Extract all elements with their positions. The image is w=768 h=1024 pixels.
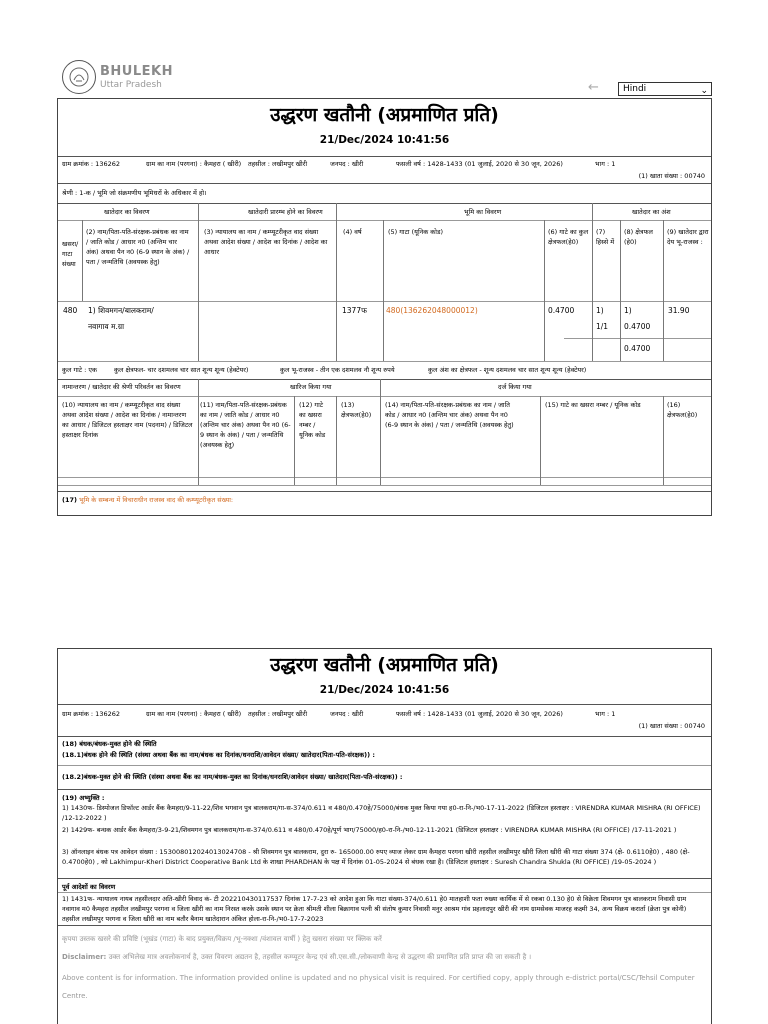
col-header-16: (16) क्षेत्रफल(हे0) bbox=[667, 401, 698, 419]
row-gata-number: 480 bbox=[63, 306, 78, 315]
group-header-share: खातेदार का अंश bbox=[632, 208, 671, 216]
language-select[interactable] bbox=[618, 82, 712, 96]
prior-order-1: 1) 1431फ- न्यायालय नायब तहसीलदार अति-खीरी विवाद कं- टी 202210430117537 दिनांक 17-7-23 को आदेश हुआ कि गाटा संख्या-374/0.611 हे0 मातहाशी फता रुख्या कार्यिक में से रकबा 0.130 हे0 से विक्रेता शिवमगन पुत्र बालकराम निवासी ग्राम नवागाव म0 कैमहरा तहसील लखीमपुर परगना व जिला खीरी का नाम निरस्त करके उसके स्थान पर क्रेता श्रीमती शीला बिक्रागाव पत्नी श्री संतोष कुमार निवासी मनुर आश्रम गांव प्रहलादपुर खीरी की नाम ग्रामसेवक माजरह कक्ष्मी 34, अन्य विक्रय करार्ता (क्रेता पुत्र कोनी) तहसील लखीमपुर परगना व जिला खीरी का नाम बतौर बैनाम खातेदारान अंकित होला-रा-नि-/भ0-17-7-2023 bbox=[62, 895, 687, 923]
remark-3: 3) ऑनलाइन बंधक पत्र आवेदन संख्या : 153008012024013024708 - श्री शिवमगन पुत्र बालकराम, दुरा रु- 165000.00 रुपए व्याज लेकर ग्राम कैमहरा परगना खीरी तहसील लखीमपुर खीरी जिला खीरी की गाटा संख्या 374 (क्षे- 0.6110हे0) , 480 (क्षे- 0.4700हे0) , को Lakhimpur-Kheri District Cooperative Bank Ltd के शाखा PHARDHAN के पक्ष में दिनांक 01-05-2024 से बंधक रखा है। (डिजिटल हस्ताक्षर : Suresh Chandra Shukla (RI OFFICE) /19-05-2024 ) bbox=[62, 848, 690, 866]
disclaimer bbox=[62, 950, 702, 965]
col-header-12: (12) गाटे का खसरा नम्बर / यूनिक कोड bbox=[299, 401, 326, 439]
group-header-land: भूमि का विवरण bbox=[464, 208, 502, 216]
col-header-15: (15) गाटे का खसरा नम्बर / यूनिक कोड bbox=[545, 401, 641, 409]
remark-2: 2) 1429फ- बन्धक आर्डर बैंक कैमहरा/3-9-21/शिवमगन पुत्र बालकराम/गा-स-374/0.611 व 480/0.470हे/पूर्ण भाग/75000/ह0-रा-नि-/भ0-12-11-2021 (डिजिटल हस्ताक्षर : VIRENDRA KUMAR MISHRA (RI OFFICE) /17-11-2021 ) bbox=[62, 826, 677, 834]
brand-name: BHULEKH bbox=[100, 64, 173, 79]
village-name: ग्राम का नाम (परगना) : कैमहरा ( खीरी) bbox=[146, 160, 242, 168]
bhulekh-logo bbox=[62, 60, 96, 94]
total-revenue: कुल भू-राजस्व - तीन एक दशमलव नौ शून्य रुपये bbox=[280, 366, 395, 374]
doc-datetime-2: 21/Dec/2024 10:41:56 bbox=[319, 684, 450, 696]
remark-1: 1) 1430फ- डिस्पोजल डिफॉल्ट आर्डर बैंक कैमहरा/9-11-22/शिव भगवान पुत्र बालकराम/गा-स-374/0.611 व 480/0.470हे/75000/बंधक मुक्त किया गया ह0-रा-नि-/भ0-17-11-2022 (डिजिटल हस्ताक्षर : VIRENDRA KUMAR MISHRA (RI OFFICE) /12-12-2022 ) bbox=[62, 804, 701, 822]
row-total-area: 0.4700 bbox=[548, 306, 575, 315]
row-revenue: 31.90 bbox=[668, 306, 690, 315]
fasli-year: फसली वर्ष : 1428-1433 (01 जुलाई, 2020 से 30 जून, 2026) bbox=[396, 160, 563, 168]
language-selected: Hindi bbox=[623, 84, 647, 94]
part-2: भाग : 1 bbox=[595, 710, 616, 718]
group-header-origin: खातेदारी प्रारम्भ होने का विवरण bbox=[248, 208, 323, 216]
section-18-1: (18.1)बंधक होने की स्थिति (संस्था अथवा बैंक का नाम/बंधक का दिनांक/धनराशि/आवेदन संख्या/ खातेदार(पिता-पति-संरक्षक)) : bbox=[62, 751, 375, 759]
row-owner-name: 1) शिवमगन/बालकराम/ bbox=[88, 306, 154, 315]
doc-title: उद्धरण खतौनी (अप्रमाणित प्रति) bbox=[270, 104, 499, 126]
col-header-9: (9) खातेदार द्वारा देय भू-राजस्व : bbox=[667, 228, 709, 246]
note-17-text: भूमि के सम्बन्ध में विचाराधीन राजस्व वाद की कम्प्यूटरीकृत संख्या: bbox=[79, 496, 234, 504]
doc-datetime: 21/Dec/2024 10:41:56 bbox=[319, 134, 450, 146]
back-arrow-icon[interactable]: ← bbox=[588, 80, 599, 95]
khata-number-2: (1) खाता संख्या : 00740 bbox=[638, 722, 705, 730]
disclaimer-label: Disclaimer: bbox=[62, 953, 107, 961]
section-19-heading: (19) अभ्युक्ति : bbox=[62, 794, 105, 802]
section-18-2: (18.2)बंधक-मुक्त होने की स्थिति (संस्था अथवा बैंक का नाम/बंधक-मुक्त का दिनांक/धनराशि/आवेदन संख्या/ खातेदार(पिता-पति-संरक्षक)) : bbox=[62, 773, 403, 781]
total-gata: कुल गाटे : एक bbox=[62, 366, 97, 374]
group-header-removed: खारिज किया गया bbox=[290, 383, 332, 391]
row-area-2: 0.4700 bbox=[624, 322, 651, 331]
disclaimer-english: Above content is for information. The information provided online is updated and no physical visit is required. For certified copy, apply through e-district portal/CSC/Tehsil Computer Centre. bbox=[62, 974, 695, 1000]
col-header-4: (4) वर्ष bbox=[343, 228, 362, 236]
note-17-label: (17) bbox=[62, 496, 77, 504]
village-code: ग्राम क्रमांक : 136262 bbox=[62, 160, 120, 168]
row-gata-link[interactable]: 480(136262048000012) bbox=[386, 306, 478, 315]
emblem-icon bbox=[67, 65, 91, 89]
col-header-2: (2) नाम/पिता-पति-संरक्षक-प्रबंधक का नाम / जाति कोड / आधार न0 (अन्तिम चार अंक) अथवा पैन न0 (6-9 स्थान के अंक) / पता / जन्मतिथि (अवयस्क हेतु) bbox=[86, 228, 190, 266]
doc-title-2: उद्धरण खतौनी (अप्रमाणित प्रति) bbox=[270, 654, 499, 676]
col-header-14: (14) नाम/पिता-पति-संरक्षक-प्रबंधक का नाम / जाति कोड / आधार न0 (अन्तिम चार अंक) अथवा पैन न0 (6-9 स्थान के अंक) / पता / जन्मतिथि (अवयस्क हेतु) bbox=[385, 401, 514, 429]
prior-orders-heading: पूर्व आदेशों का विवरण bbox=[62, 883, 116, 891]
note-17 bbox=[62, 495, 233, 505]
fasli-year-2: फसली वर्ष : 1428-1433 (01 जुलाई, 2020 से 30 जून, 2026) bbox=[396, 710, 563, 718]
row-area-1: 1) bbox=[624, 306, 632, 315]
disclaimer-hindi: उक्त अभिलेख मात्र अवलोकनार्थ है, उक्त विवरण अद्यतन है, तहसील कम्प्यूटर केन्द्र एवं सी.एस.सी./लोकवाणी केन्द्र से उद्धरण की प्रमाणित प्रति प्राप्त की जा सकती है । bbox=[108, 953, 532, 961]
tehsil-2: तहसील : लखीमपुर खीरी bbox=[248, 710, 308, 718]
khatauni-page-1 bbox=[57, 98, 712, 516]
village-code-2: ग्राम क्रमांक : 136262 bbox=[62, 710, 120, 718]
col-header-5: (5) गाटा (यूनिक कोड) bbox=[388, 228, 443, 236]
khata-number: (1) खाता संख्या : 00740 bbox=[638, 172, 705, 180]
total-share-area: कुल अंश का क्षेत्रफल - शून्य दशमलव चार सात शून्य शून्य (हेक्टेयर) bbox=[428, 366, 587, 374]
col-header-13: (13) क्षेत्रफल(हे0) bbox=[341, 401, 372, 419]
row-area-total: 0.4700 bbox=[624, 344, 651, 353]
row-owner-address: नवागाव म.ग्रा bbox=[88, 322, 125, 331]
row-share-1: 1) bbox=[596, 306, 604, 315]
group-header-owner: खातेदार का विवरण bbox=[104, 208, 150, 216]
col-header-3: (3) न्यायालय का नाम / कम्प्यूटरीकृत वाद संख्या अथवा आदेश संख्या / आदेश का दिनांक / आदेश का आधार bbox=[204, 228, 328, 256]
row-year: 1377फ bbox=[342, 306, 367, 315]
col-header-6: (6) गाटे का कुल क्षेत्रफल(हे0) bbox=[548, 228, 589, 246]
khatauni-page-2 bbox=[57, 648, 712, 1024]
group-header-mutation: नामान्तरण / खातेदार की श्रेणी परिवर्तन का विवरण bbox=[62, 383, 181, 391]
row-share-2: 1/1 bbox=[596, 322, 609, 331]
district-2: जनपद : खीरी bbox=[330, 710, 364, 718]
col-header-8: (8) क्षेत्रफल (हे0) bbox=[624, 228, 653, 246]
group-header-added: दर्ज किया गया bbox=[498, 383, 532, 391]
col-header-10: (10) न्यायालय का नाम / कम्प्यूटरीकृत वाद संख्या अथवा आदेश संख्या / आदेश का दिनांक / नामान्तरण का आधार / डिजिटल हस्ताक्षर नाम (पदनाम) / डिजिटल हस्ताक्षर दिनांक bbox=[62, 401, 193, 439]
brand-state: Uttar Pradesh bbox=[100, 80, 162, 90]
khasra-click-hint: कृपया उस्तक खसरे की प्रविष्टि (भूखंड (गाटा) के बाद प्रयुक्त/विक्रय /भू-नक्शा /वंशावल वार्षी ) हेतु खसरा संख्या पर क्लिक करें bbox=[62, 935, 382, 943]
part: भाग : 1 bbox=[595, 160, 616, 168]
section-18-heading: (18) बंधक/बंधक-मुक्त होने की स्थिति bbox=[62, 740, 157, 748]
category-line: श्रेणी : 1-क / भूमि जो संक्रमणीय भूमिधरों के अधिकार में हो। bbox=[62, 189, 207, 197]
col-header-11: (11) नाम/पिता-पति-संरक्षक-प्रबंधक का नाम / जाति कोड / आधार न0 (अन्तिम चार अंक) अथवा पैन न0 (6-9 स्थान के अंक) / पता / जन्मतिथि (अवयस्क हेतु) bbox=[200, 401, 291, 449]
total-area: कुल क्षेत्रफल- चार दशमलव चार सात शून्य शून्य (हेक्टेयर) bbox=[114, 366, 249, 374]
district: जनपद : खीरी bbox=[330, 160, 364, 168]
tehsil: तहसील : लखीमपुर खीरी bbox=[248, 160, 308, 168]
col-header-7: (7) हिस्से में bbox=[596, 228, 615, 246]
chevron-down-icon: ⌄ bbox=[700, 86, 708, 96]
village-name-2: ग्राम का नाम (परगना) : कैमहरा ( खीरी) bbox=[146, 710, 242, 718]
col-header-1: खसरा/ गाटा संख्या bbox=[62, 240, 79, 268]
